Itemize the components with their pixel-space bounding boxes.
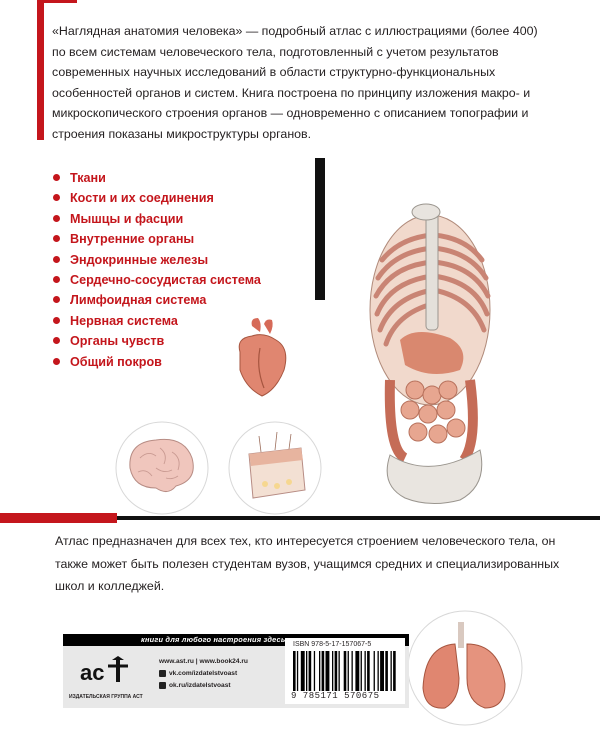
- isbn-label: ISBN 978-5-17-157067-5: [293, 641, 372, 648]
- skin-circle-illustration: [225, 418, 325, 518]
- tagline: книги для любого настроения здесь: [141, 635, 286, 644]
- bullet-icon: [53, 256, 60, 263]
- vk-link[interactable]: vk.com/izdatelstvoast: [159, 668, 248, 680]
- section-item: Ткани: [53, 168, 261, 188]
- lungs-illustration: [405, 608, 525, 728]
- bullet-icon: [53, 358, 60, 365]
- intro-paragraph: «Наглядная анатомия человека» — подробный атлас с иллюстрациями (более 400) по всем системам человеческого тела, подготовленный с учетом результатов современных научных исследований в области структурно-функциональных особенностей органов и систем. Книга построена по принципу изложения макро- и микроскопического строения органов — одновременно с описанием топографии и строения показаны микроструктуры органов.: [52, 24, 538, 141]
- barcode-box: [285, 638, 405, 704]
- bullet-icon: [53, 276, 60, 283]
- website-link[interactable]: www.ast.ru | www.book24.ru: [159, 658, 248, 665]
- heart-illustration: [232, 318, 292, 398]
- bullet-icon: [53, 235, 60, 242]
- section-item: Лимфоидная система: [53, 290, 261, 310]
- publisher-links: [159, 656, 248, 692]
- section-item: Мышцы и фасции: [53, 209, 261, 229]
- publisher-footer: [63, 634, 409, 708]
- section-item: Эндокринные железы: [53, 250, 261, 270]
- brain-circle-illustration: [112, 418, 212, 518]
- bullet-icon: [53, 317, 60, 324]
- section-item: Органы чувств: [53, 331, 261, 351]
- section-item: Нервная система: [53, 311, 261, 331]
- section-list: [53, 168, 261, 372]
- bullet-icon: [53, 337, 60, 344]
- section-item: Сердечно-сосудистая система: [53, 270, 261, 290]
- bullet-icon: [53, 194, 60, 201]
- section-item: Кости и их соединения: [53, 188, 261, 208]
- outro-paragraph: Атлас предназначен для всех тех, кто интересуется строением человеческого тела, он также может быть полезен студентам вузов, учащимся средних и специализированных школ и колледжей.: [55, 534, 560, 593]
- barcode-icon: [293, 651, 397, 691]
- section-item: Общий покров: [53, 352, 261, 372]
- ok-icon: [159, 682, 166, 689]
- publisher-name: ИЗДАТЕЛЬСКАЯ ГРУППА АСТ: [69, 694, 143, 700]
- svg-text:ас: ас: [80, 660, 105, 685]
- section-item: Внутренние органы: [53, 229, 261, 249]
- torso-illustration: [360, 200, 515, 510]
- vertical-black-bar: [315, 158, 325, 300]
- divider-red-block: [0, 513, 117, 523]
- bullet-icon: [53, 215, 60, 222]
- ean-number: 9 785171 570675: [291, 691, 380, 701]
- bullet-icon: [53, 174, 60, 181]
- ast-logo-icon: [78, 652, 130, 686]
- ok-link[interactable]: ok.ru/izdatelstvoast: [159, 680, 248, 692]
- vk-icon: [159, 670, 166, 677]
- top-red-bar: [37, 0, 44, 140]
- bullet-icon: [53, 296, 60, 303]
- top-red-line: [37, 0, 77, 3]
